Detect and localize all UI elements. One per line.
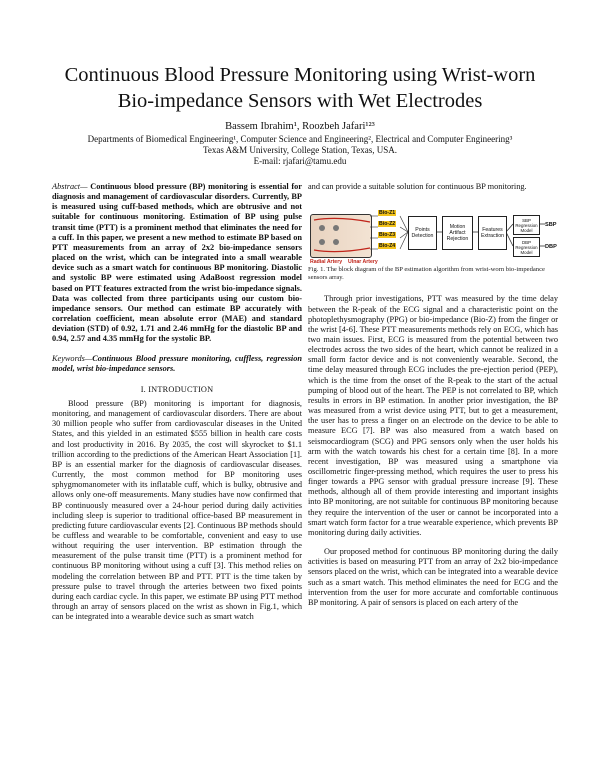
- authors: Bassem Ibrahim¹, Roozbeh Jafari¹²³: [225, 121, 375, 132]
- sbp-output-label: SBP: [545, 222, 557, 229]
- radial-artery-line: [314, 219, 370, 223]
- right-paragraph-2: Our proposed method for continuous BP monitoring during the daily activities is based on measuring PTT from an array of 2x2 bio-impedance sensors placed on the wrist, which can be integrated into a wearable device such as a smart watch. This method eliminates the need for ECG and the intervention from the user for more accurate and comfortable continuous BP monitoring. A pair of sensors is placed on each artery of the: [308, 547, 558, 607]
- title-line-2: Bio-impedance Sensors with Wet Electrodes: [117, 90, 483, 112]
- bio-z3-label: Bio-Z3: [379, 232, 396, 239]
- sensor-electrode: [319, 225, 325, 231]
- bio-z1-label: Bio-Z1: [379, 210, 396, 217]
- keywords-label: Keywords—: [52, 353, 93, 363]
- section-heading-introduction: I. INTRODUCTION: [140, 384, 214, 394]
- abstract-text: Continuous blood pressure (BP) monitoring is essential for diagnosis and management of cardiovascular disorders. Currently, BP is measured using cuff-based methods, which are obtrusive and not suitable for continuous monitoring. Estimation of BP using pulse transit time (PTT) is a prominent method that eliminates the need for a cuff. In this paper, we present a new method to estimate BP based on PTT measurements from an array of 2x2 bio-impedance sensors placed on the wrist, which can be integrated into a small wearable device such as a smart watch for continuous BP monitoring. Diastolic and systolic BP were estimated using AdaBoost regression model based on PTT features extracted from the wrist bio-impedance signals. Data was collected from three participants using our custom bio-impedance sensors. Our method can estimate BP accurately with correlation coefficient, mean absolute error (MAE) and standard deviation (STD) of 0.92, 1.71 and 2.46 mmHg for the diastolic BP and 0.94, 2.57 and 4.35 mmHg for the systolic BP.: [52, 182, 302, 344]
- paper-title: [20, 62, 580, 114]
- dbp-model-box: DBP Regression Model: [513, 237, 540, 257]
- intro-paragraph-1: Blood pressure (BP) monitoring is important for diagnosis, monitoring, and management of cardiovascular disorders. There are about 30 million people who suffer from cardiovascular diseases in the United States, and this yielded in an estimated $555 billion in health care costs and lost productivity in 2016. By 2035, the cost will skyrocket to $1.1 trillion according to the predictions of the American Heart Association [1]. BP is an essential marker for the diagnosis of cardiovascular diseases. Currently, the most common method for BP monitoring uses sphygmomanometer with its inflatable cuff, which is bulky, obtrusive and allows only one-off measurements. Many studies have now confirmed that BP continuously measured over a 24-hour period during daily activities including sleep is superior to traditional office-based BP measurement in predicting future cardiovascular events [2]. Continuous BP methods should be cuffless and wearable to be comfortable, convenient and easy to use without requiring the user intervention. BP estimation through the measurement of the pulse transit time (PTT) is a prominent method for continuous BP monitoring without using a cuff [3]. This method relies on modeling the correlation between BP and PTT. PTT is the time taken by pressure pulse to travel through the arteries between two fixed points during each cardiac cycle. In this paper, we estimate BP using PTT method through an array of sensors placed on the wrist as shown in Fig.1, which can be integrated into a wearable device such as smart watch: [52, 398, 302, 622]
- motion-artifact-box: Motion Artifact Rejection: [442, 216, 473, 250]
- sensor-electrode: [319, 239, 325, 245]
- dbp-output-label: DBP: [545, 244, 557, 251]
- title-line-1: Continuous Blood Pressure Monitoring using Wrist-worn: [64, 64, 536, 86]
- ulnar-artery-label: Ulnar Artery: [348, 259, 378, 266]
- figure-1-caption: Fig. 1. The block diagram of the BP estimation algorithm from wrist-worn bio-impedance sensors array.: [308, 266, 545, 281]
- figure-1-block-diagram: [308, 206, 558, 264]
- abstract: [52, 182, 302, 345]
- affiliation-line-3: E-mail: rjafari@tamu.edu: [253, 156, 347, 167]
- features-extraction-box: Features Extraction: [478, 216, 507, 250]
- sensor-electrode: [333, 239, 339, 245]
- radial-artery-label: Radial Artery: [310, 259, 343, 266]
- sensor-electrode: [333, 225, 339, 231]
- sbp-model-box: SBP Regression Model: [513, 215, 540, 235]
- ulnar-artery-line: [314, 248, 370, 252]
- right-column: [308, 182, 558, 608]
- abstract-label: Abstract—: [52, 182, 88, 191]
- arrow-features-sbp: [506, 224, 513, 232]
- arrow-features-dbp: [506, 232, 513, 246]
- left-column: [52, 182, 302, 622]
- right-paragraph-1: Through prior investigations, PTT was measured by the time delay between the R-peak of the ECG signal and a characteristic point on the photoplethysmography (PPG) or bio-impedance (Bio-Z) from the finger or the wrist [4-6]. These PTT measurements methods rely on ECG, which has two main issues. First, ECG is measured from the potential between two electrodes across the two sides of the heart, which cannot be realized in a small form factor device and is not conveniently wearable. Second, the time delay measured through ECG includes the pre-ejection period (PEP), which is the time from the onset of the R-peak to the start of the actual pumping of blood out of the heart. The PEP is not correlated to BP, which results in errors in BP estimation. In another prior investigation, the BP was measured from a wrist device using PTT, but to get a measurement, the user has to press a finger on an electrode on the device to be able to measure ECG [7]. BP was also measured from a watch based on seismocardiogram (SCG) and PPG sensors only when the user holds his arm with the watch towards his chest for a certain time [8]. In a more recent investigation, BP was measured using a smartphone via oscillometric finger-pressing method, which requires the user to press his finger towards a PPG sensor with gradual pressure increase [9]. These methods, although all of them provide interesting and important insights into BP monitoring, are not suitable for continuous BP monitoring because they require the intervention of the user or cannot be incorporated into a smart watch form factor for a true wearable experience, which prevents BP monitoring during daily activities.: [308, 294, 558, 537]
- bio-z2-label: Bio-Z2: [379, 221, 396, 228]
- keywords-text: Continuous Blood pressure monitoring, cuffless, regression model, wrist bio-impedance sensors.: [52, 353, 302, 373]
- keywords: [52, 354, 302, 374]
- bio-z4-label: Bio-Z4: [379, 243, 396, 250]
- affiliation-line-2: Texas A&M University, College Station, Texas, USA.: [203, 145, 397, 156]
- right-top-text: and can provide a suitable solution for continuous BP monitoring.: [308, 182, 527, 191]
- points-detection-box: Points Detection: [408, 216, 437, 250]
- affiliation-line-1: Departments of Biomedical Engineering¹, Computer Science and Engineering², Electrical and Computer Engineering³: [87, 134, 513, 144]
- affiliations: [20, 134, 580, 168]
- connector: [400, 232, 408, 249]
